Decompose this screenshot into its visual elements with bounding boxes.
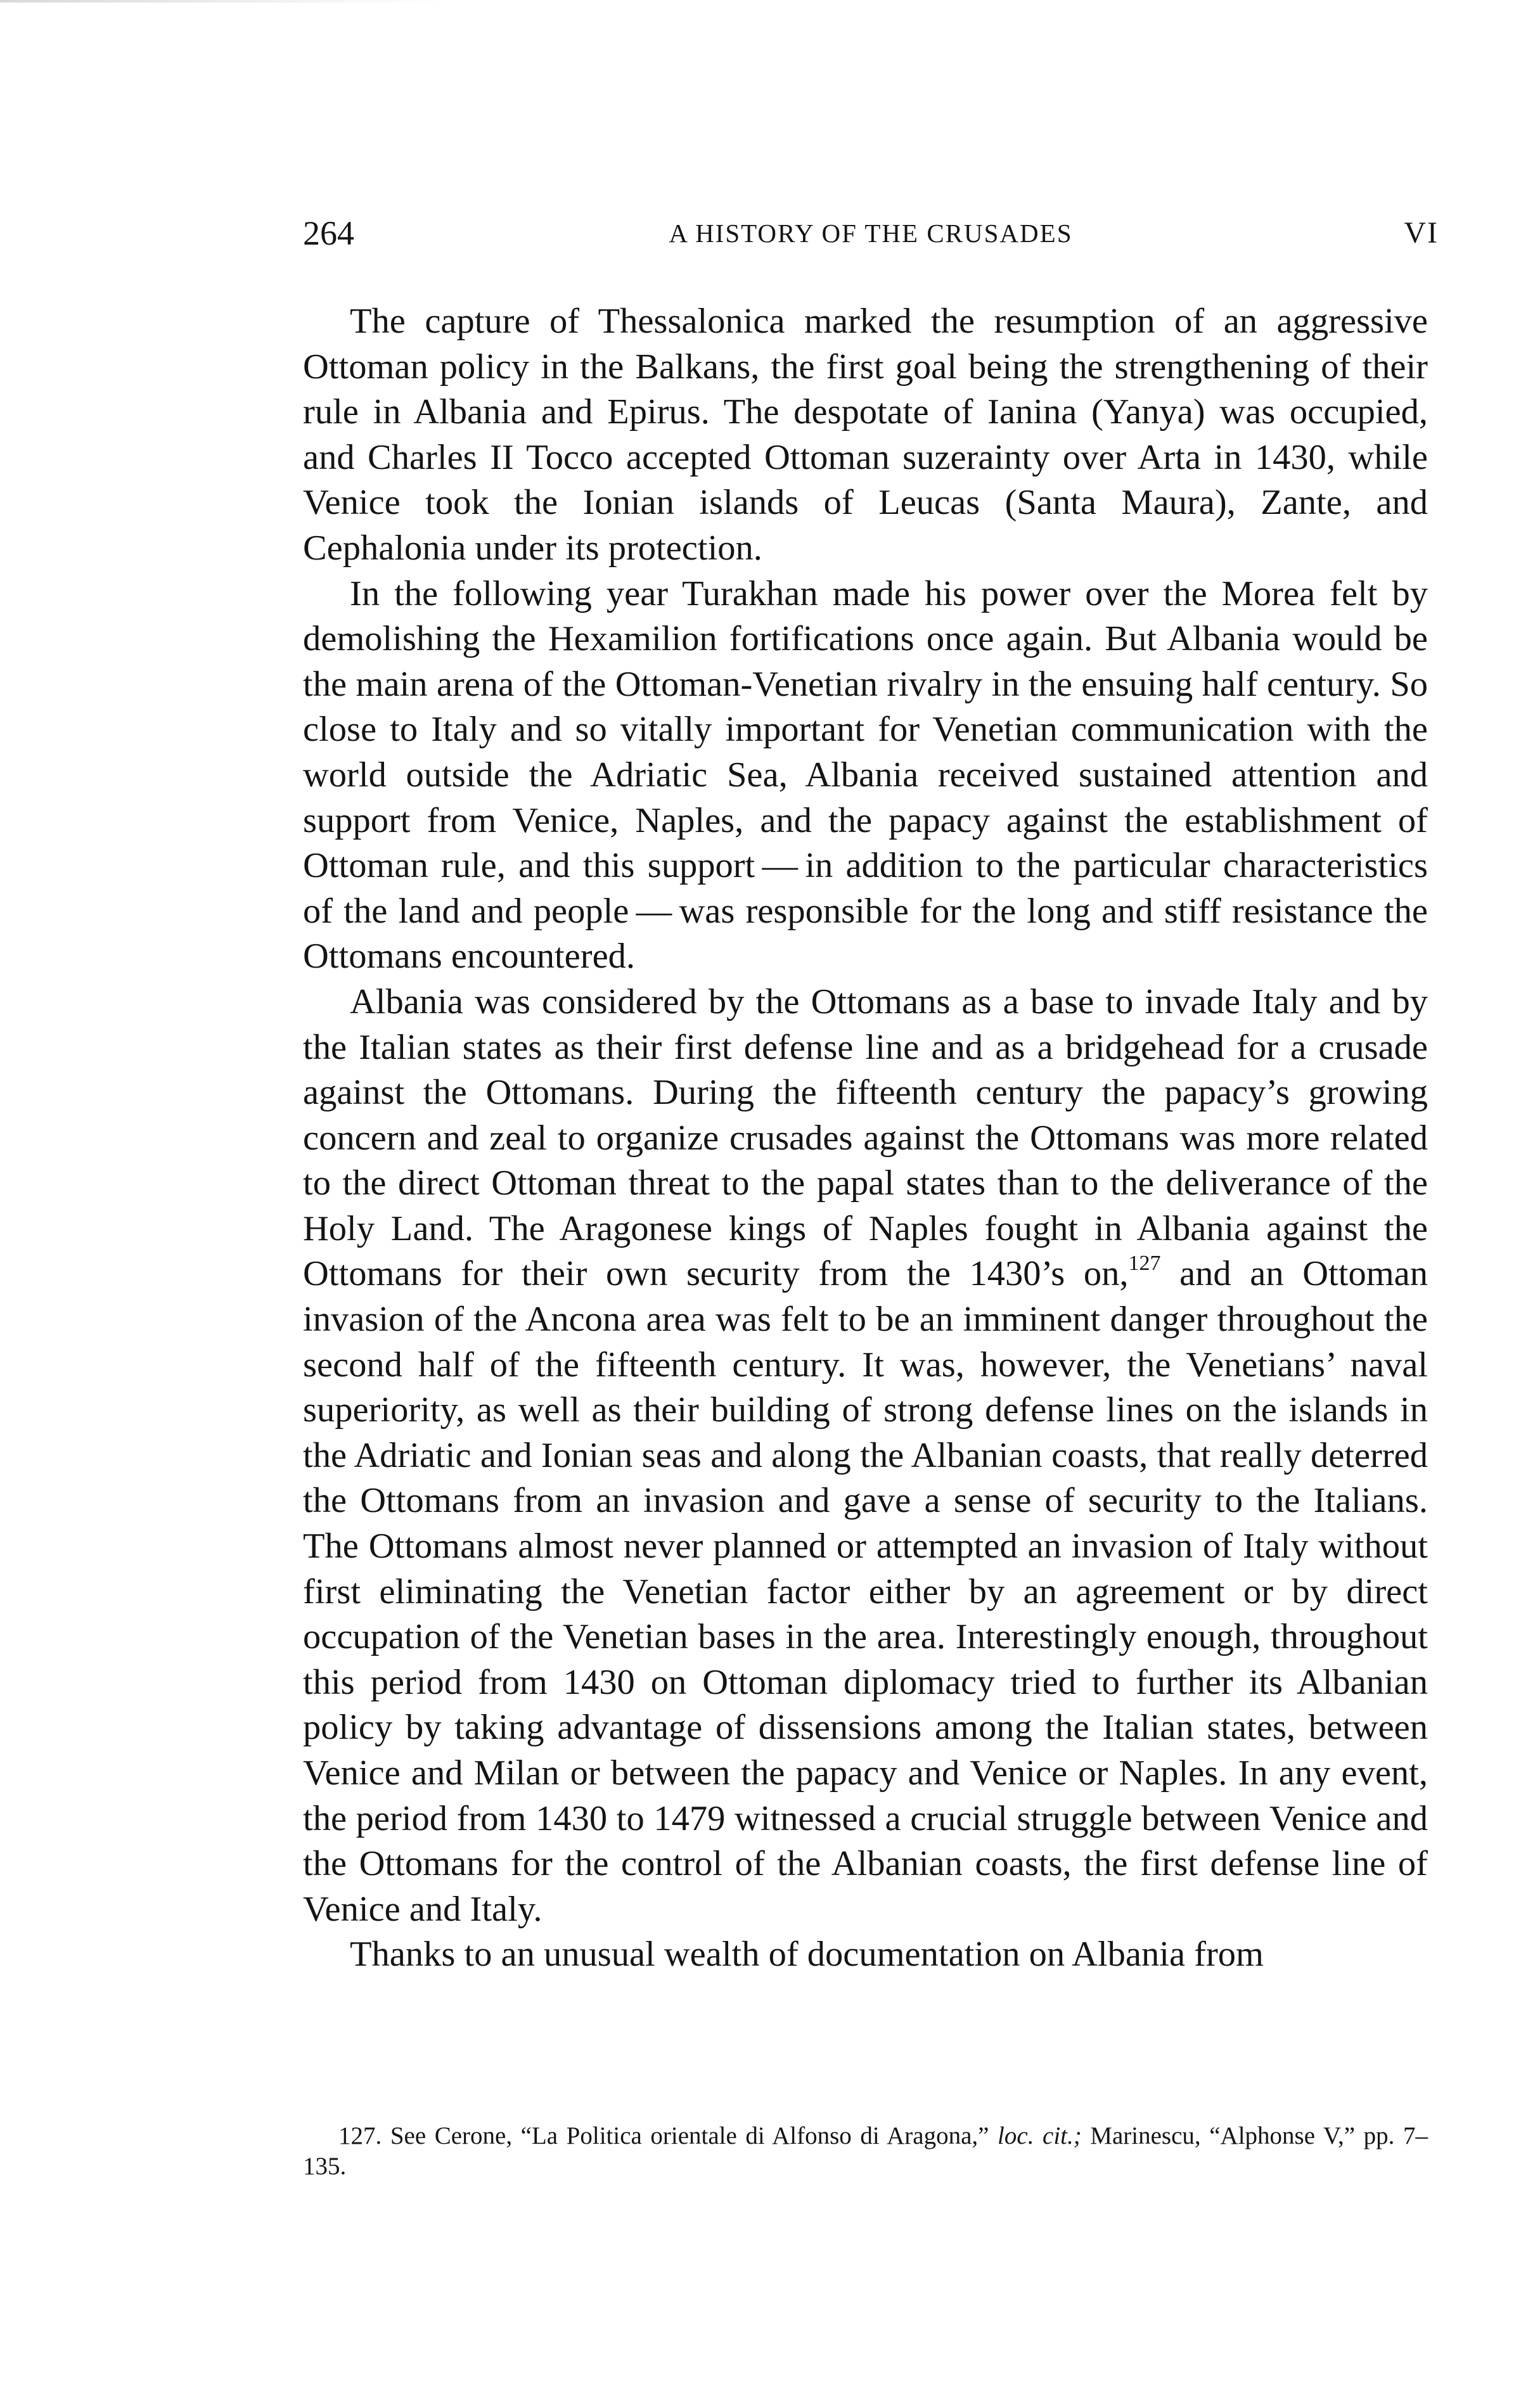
page-header [303,208,1439,259]
chapter-number: VI [1404,216,1439,250]
paragraph-3 [303,980,1428,1932]
paragraph-3-text-before-footnote: Albania was considered by the Ottomans as a base to invade Italy and by the Italian states as their first defense line and as a bridgehead for a crusade against the Ottomans. During the fifteenth century the papacy’s growing concern and zeal to organize crusades against the Ottomans was more related to the direct Ottoman threat to the papal states than to the deliverance of the Holy Land. The Aragonese kings of Naples fought in Albania against the Ottomans for their own security from the 1430’s on, [303,982,1428,1294]
footnotes [303,2121,1428,2182]
paragraph-2: In the following year Turakhan made his power over the Morea felt by demolishing the Hexamilion fortifications once again. But Albania would be the main arena of the Ottoman-Venetian rivalry in the ensuing half century. So close to Italy and so vitally important for Venetian communication with the world outside the Adriatic Sea, Albania received sustained attention and support from Venice, Naples, and the papacy against the establishment of Ottoman rule, and this support — in addition to the particular characteristics of the land and people — was responsible for the long and stiff resistance the Ottomans encountered. [303,573,1428,977]
page-number: 264 [303,214,354,252]
running-title: A HISTORY OF THE CRUSADES [669,219,1073,248]
paragraph-3-text-after-footnote: and an Ottoman invasion of the Ancona area was felt to be an imminent danger throughout the second half of the fifteenth century. It was, however, the Venetians’ naval superiority, as well as their building of strong defense lines on the islands in the Adriatic and Ionian seas and along the Albanian coasts, that really deterred the Ottomans from an invasion and gave a sense of security to the Italians. The Ottomans almost never planned or attempted an invasion of Italy without first eliminating the Venetian factor either by an agreement or by direct occupation of the Venetian bases in the area. Interestingly enough, throughout this period from 1430 on Ottoman diplomacy tried to further its Albanian policy by taking advantage of dissensions among the Italian states, between Venice and Milan or between the papacy and Venice or Naples. In any event, the period from 1430 to 1479 witnessed a crucial struggle between Venice and the Ottomans for the control of the Albanian coasts, the first defense line of Venice and Italy. [303,1254,1428,1929]
footnote-reference-127: 127 [1128,1252,1161,1276]
footnote-number: 127. [338,2122,382,2149]
paragraph-1: The capture of Thessalonica marked the resumption of an aggressive Ottoman policy in the Balkans, the first goal being the strengthening of their rule in Albania and Epirus. The despotate of Ianina (Yanya) was occupied, and Charles II Tocco accepted Ottoman suzerainty over Arta in 1430, while Venice took the Ionian islands of Leucas (Santa Maura), Zante, and Cephalonia under its protection. [303,302,1428,568]
footnote-loc-cit: loc. cit.; [998,2122,1082,2149]
footnote-text-after-citation: Marinescu, “Alphonse V,” pp. 7–135. [303,2122,1428,2180]
footnote-127 [303,2121,1428,2182]
body-text [303,299,1428,1978]
paragraph-4: Thanks to an unusual wealth of documentation on Albania from [350,1935,1264,1975]
footnote-text-before-citation: See Cerone, “La Politica orientale di Alfonso di Aragona,” [382,2122,998,2149]
scan-edge-artifact [0,0,444,3]
